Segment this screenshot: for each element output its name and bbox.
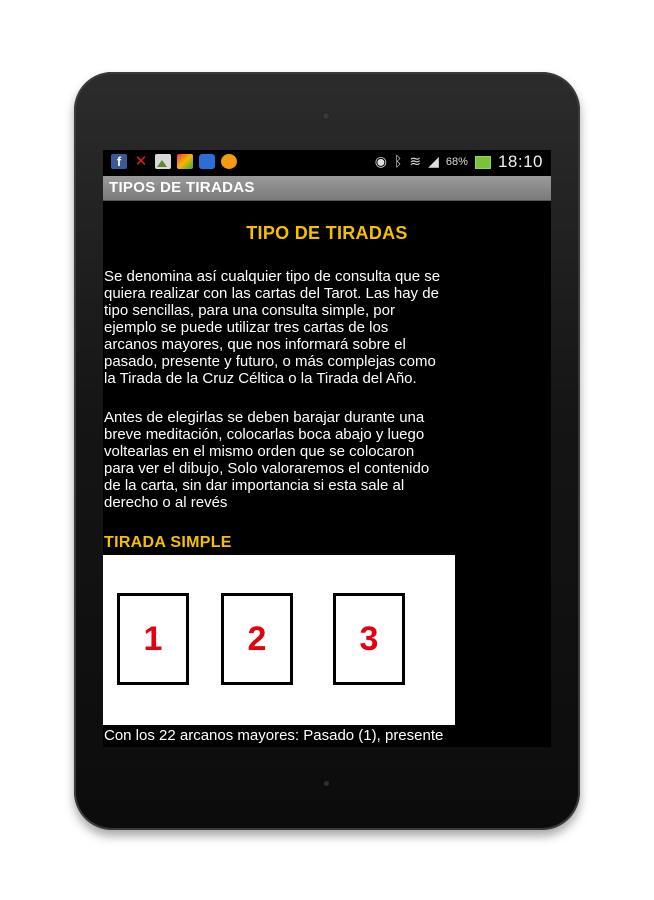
signal-icon: ◢ bbox=[428, 154, 439, 170]
page-heading: TIPO DE TIRADAS bbox=[246, 223, 408, 243]
eye-icon: ◉ bbox=[374, 154, 387, 170]
card-number: 2 bbox=[247, 619, 267, 658]
missed-call-icon: ✕ bbox=[134, 152, 148, 170]
screen bbox=[103, 150, 551, 747]
card-number: 3 bbox=[359, 619, 379, 658]
content-scroll[interactable] bbox=[103, 200, 551, 747]
section-heading: TIRADA SIMPLE bbox=[104, 534, 232, 551]
card-3 bbox=[333, 593, 405, 685]
card-2 bbox=[221, 593, 293, 685]
paragraph-cards: Con los 22 arcanos mayores: Pasado (1), presente bbox=[104, 727, 444, 744]
sync-icon bbox=[199, 154, 215, 169]
system-tray bbox=[375, 152, 543, 172]
notification-icon bbox=[221, 154, 237, 169]
wifi-icon: ≋ bbox=[409, 154, 422, 170]
battery-percent: 68% bbox=[445, 156, 468, 168]
battery-icon bbox=[475, 156, 491, 169]
clock: 18:10 bbox=[497, 152, 543, 171]
paint-icon bbox=[177, 154, 193, 169]
status-bar bbox=[103, 150, 551, 175]
card-number: 1 bbox=[143, 619, 163, 658]
cards-image bbox=[103, 555, 455, 725]
gallery-icon bbox=[155, 154, 171, 169]
card-1 bbox=[117, 593, 189, 685]
front-camera bbox=[322, 112, 330, 120]
bluetooth-icon: ᛒ bbox=[394, 154, 403, 170]
home-indicator bbox=[324, 781, 329, 786]
paragraph-intro: Se denomina así cualquier tipo de consulta que se quiera realizar con las cartas del Tarot. Las hay de tipo sencillas, para una consulta simple, por ejemplo se puede utilizar tres cartas de los arcanos mayores, que nos informará sobre el pasado, presente y futuro, o más complejas como la Tirada de la Cruz Céltica o la Tirada del Año. bbox=[104, 268, 441, 387]
paragraph-instructions: Antes de elegirlas se deben barajar durante una breve meditación, colocarlas boca abajo y luego voltearlas en el mismo orden que se colocaron para ver el dibujo, Solo valoraremos el contenido de la carta, sin dar importancia si esta sale al derecho o al revés bbox=[104, 409, 430, 511]
notification-area bbox=[111, 154, 237, 169]
facebook-icon: f bbox=[111, 154, 127, 169]
action-bar-title: TIPOS DE TIRADAS bbox=[109, 179, 255, 196]
action-bar bbox=[103, 176, 551, 201]
